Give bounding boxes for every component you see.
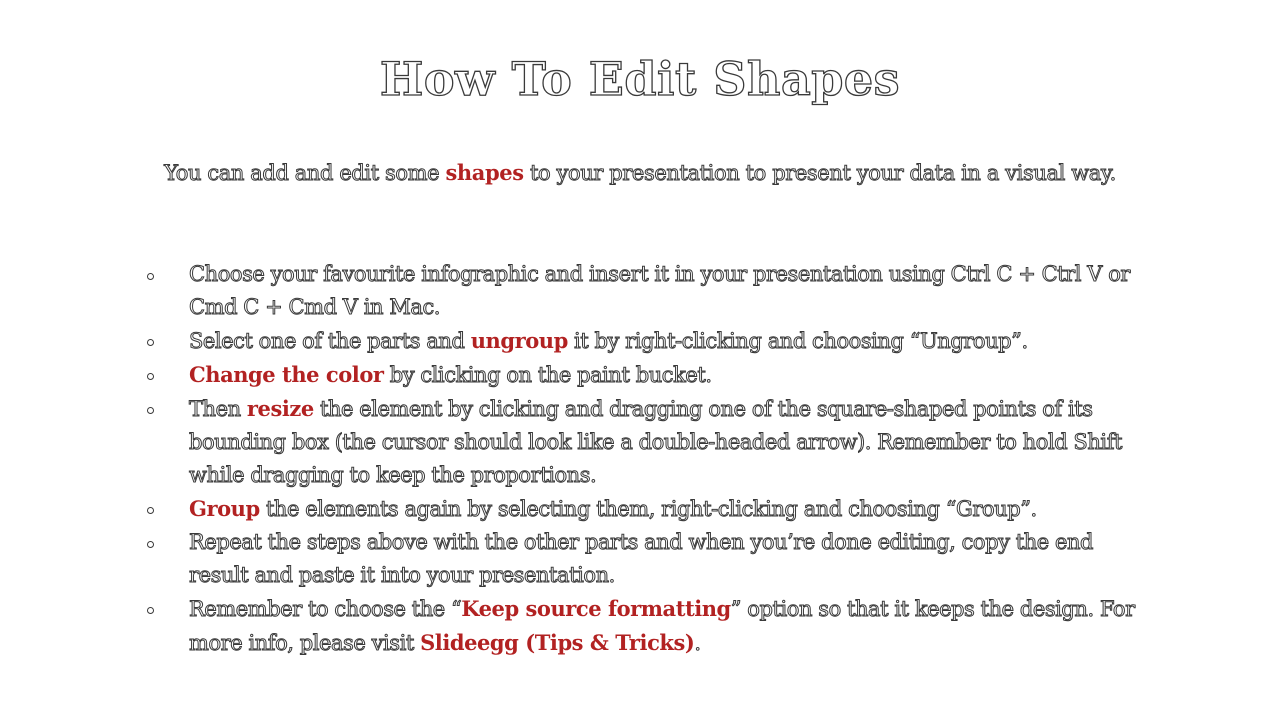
- slideegg-link[interactable]: Slideegg (Tips & Tricks): [420, 630, 695, 655]
- step-item-4: [140, 392, 1150, 492]
- step-text: Repeat the steps above with the other parts and when you’re done editing, copy the end result and paste it into your presentation.: [189, 530, 1094, 587]
- bullet-circle-icon: [147, 407, 154, 414]
- bullet-circle-icon: [147, 607, 154, 614]
- step-text: it by right-clicking and choosing “Ungroup”.: [567, 329, 1028, 353]
- step-text: the element by clicking and dragging one of the square-shaped points of its bounding box (the cursor should look like a double-headed arrow). Remember to hold Shift while dragging to keep the proportions.: [189, 397, 1123, 487]
- step-text: Select one of the parts and: [189, 329, 471, 353]
- step-item-5: [140, 492, 1150, 526]
- bullet-circle-icon: [147, 373, 154, 380]
- step-text: .: [694, 631, 701, 655]
- step-item-2: [140, 324, 1150, 358]
- slide-title: How To Edit Shapes: [379, 52, 901, 106]
- intro-text: [0, 160, 1280, 185]
- step-text: Remember to choose the “: [189, 597, 462, 621]
- steps-list: [140, 258, 1150, 660]
- intro-text-after: to your presentation to present your data in a visual way.: [523, 161, 1116, 185]
- step-highlight: ungroup: [470, 328, 568, 353]
- step-item-1: [140, 258, 1150, 324]
- bullet-circle-icon: [147, 507, 154, 514]
- step-item-3: [140, 358, 1150, 392]
- step-highlight: Group: [189, 496, 260, 521]
- step-text: the elements again by selecting them, right-clicking and choosing “Group”.: [259, 497, 1037, 521]
- step-text: Then: [189, 397, 247, 421]
- step-text: by clicking on the paint bucket.: [383, 363, 712, 387]
- intro-text-before: You can add and edit some: [164, 161, 446, 185]
- step-text: ” option so that it keeps the design. For more info, please visit: [189, 597, 1135, 655]
- bullet-circle-icon: [147, 273, 154, 280]
- bullet-circle-icon: [147, 541, 154, 548]
- step-item-6: [140, 526, 1150, 592]
- bullet-circle-icon: [147, 339, 154, 346]
- step-highlight: Change the color: [189, 362, 384, 387]
- step-text: Choose your favourite infographic and insert it in your presentation using Ctrl C + Ctrl V or Cmd C + Cmd V in Mac.: [189, 262, 1130, 319]
- intro-highlight: shapes: [445, 160, 524, 185]
- step-highlight: resize: [246, 396, 314, 421]
- step-item-7: [140, 592, 1150, 660]
- step-highlight: Keep source formatting: [461, 596, 731, 621]
